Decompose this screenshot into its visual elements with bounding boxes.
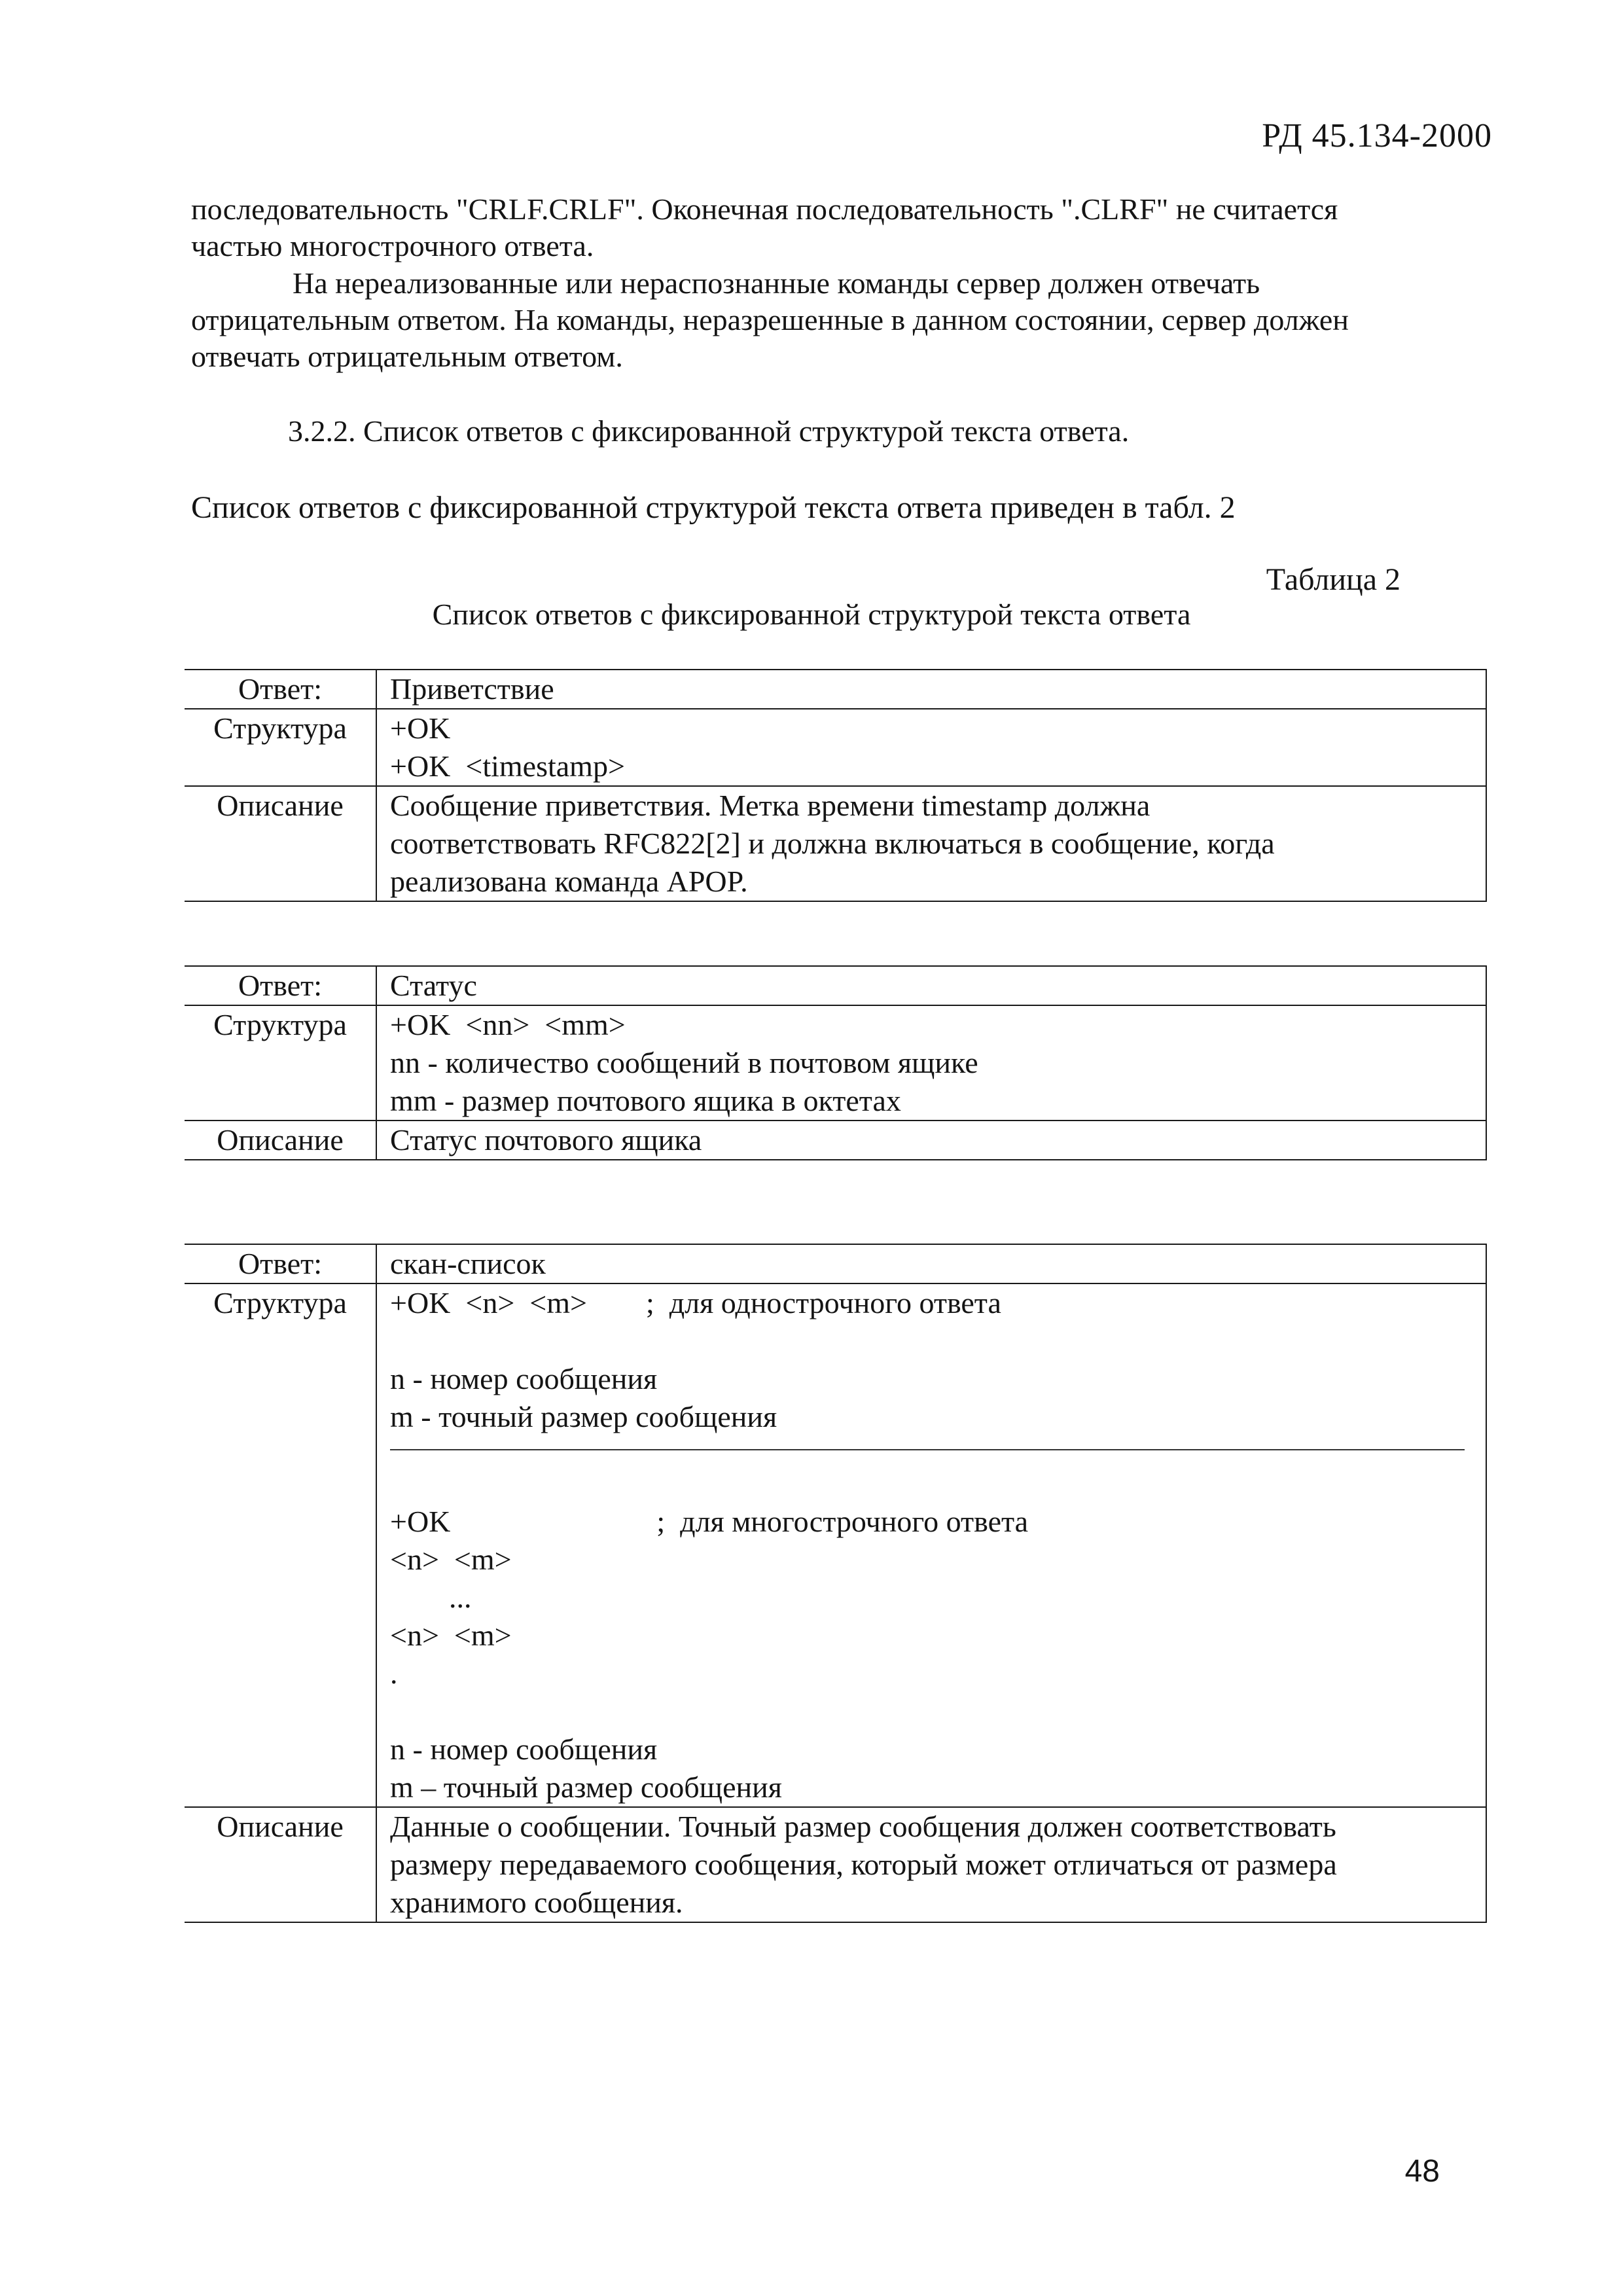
value-line: nn - количество сообщений в почтовом ящике (390, 1046, 978, 1079)
paragraph-line: отрицательным ответом. На команды, неразрешенные в данном состоянии, сервер должен (191, 303, 1349, 336)
row-label: Описание (185, 1807, 376, 1922)
value-line: Данные о сообщении. Точный размер сообщения должен соответствовать (390, 1810, 1336, 1843)
paragraph-line: отвечать отрицательным ответом. (191, 340, 623, 373)
value-line: реализована команда APOP. (390, 865, 748, 898)
value-line: соответствовать RFC822[2] и должна включаться в сообщение, когда (390, 827, 1275, 860)
row-label: Структура (185, 1283, 376, 1807)
value-line: n - номер сообщения (390, 1362, 658, 1395)
table-row (185, 1005, 1486, 1121)
table-label: Таблица 2 (1266, 562, 1400, 597)
row-label: Описание (185, 1121, 376, 1160)
row-label: Ответ: (185, 670, 376, 709)
comment-text: ; для однострочного ответа (645, 1286, 1001, 1319)
table-row (185, 1244, 1486, 1283)
row-value (376, 1005, 1486, 1121)
value-line: +OK <timestamp> (390, 749, 625, 783)
table-row (185, 670, 1486, 709)
response-table-greeting (185, 669, 1487, 902)
section-title: 3.2.2. Список ответов с фиксированной структурой текста ответа. (288, 414, 1130, 448)
row-value (376, 786, 1486, 901)
value-line: <n> <m> (390, 1619, 512, 1652)
value-line (390, 1503, 1478, 1541)
value-line: . (390, 1657, 398, 1690)
row-label: Структура (185, 1005, 376, 1121)
row-value: Статус (376, 966, 1486, 1005)
table-row (185, 1121, 1486, 1160)
table-row (185, 1807, 1486, 1922)
comment-text: ; для многострочного ответа (656, 1505, 1029, 1538)
paragraph-line: последовательность "CRLF.CRLF". Оконечная последовательность ".CLRF" не считается (191, 192, 1338, 226)
table-title: Список ответов с фиксированной структурой текста ответа (432, 598, 1191, 631)
spacer (390, 1465, 1478, 1503)
row-value (376, 1283, 1486, 1807)
table-row (185, 786, 1486, 901)
value-line: n - номер сообщения (390, 1732, 658, 1766)
table-row (185, 709, 1486, 786)
row-value: скан-список (376, 1244, 1486, 1283)
value-line: m - точный размер сообщения (390, 1400, 777, 1433)
value-line: размеру передаваемого сообщения, который может отличаться от размера (390, 1848, 1337, 1881)
paragraph-line: частью многострочного ответа. (191, 229, 594, 262)
command-text: +OK (390, 1505, 451, 1538)
row-value (376, 1807, 1486, 1922)
paragraph-1 (191, 191, 1487, 264)
row-value: Приветствие (376, 670, 1486, 709)
document-code: РД 45.134-2000 (1262, 117, 1492, 154)
row-label: Структура (185, 709, 376, 786)
response-table-scan-list (185, 1244, 1487, 1923)
command-text: +OK <n> <m> (390, 1286, 587, 1319)
value-line: m – точный размер сообщения (390, 1770, 782, 1804)
row-value: Статус почтового ящика (376, 1121, 1486, 1160)
value-line (390, 1284, 1478, 1322)
row-label: Описание (185, 786, 376, 901)
table-row (185, 966, 1486, 1005)
intro-text: Список ответов с фиксированной структурой текста ответа приведен в табл. 2 (191, 490, 1236, 525)
divider (390, 1449, 1465, 1450)
row-label: Ответ: (185, 1244, 376, 1283)
value-line: mm - размер почтового ящика в октетах (390, 1084, 901, 1117)
table-row (185, 1283, 1486, 1807)
value-line: хранимого сообщения. (390, 1886, 683, 1919)
page-number: 48 (1404, 2154, 1440, 2189)
paragraph-line: На нереализованные или нераспознанные команды сервер должен отвечать (293, 266, 1260, 300)
value-line: +OK <nn> <mm> (390, 1008, 626, 1041)
spacer (390, 1322, 1478, 1360)
value-line: +OK (390, 711, 451, 745)
value-line: Сообщение приветствия. Метка времени timestamp должна (390, 789, 1150, 822)
paragraph-2 (191, 265, 1487, 375)
value-line: <n> <m> (390, 1543, 512, 1576)
row-label: Ответ: (185, 966, 376, 1005)
row-value (376, 709, 1486, 786)
value-line: ... (449, 1581, 472, 1614)
response-table-status (185, 965, 1487, 1160)
spacer (390, 1693, 1478, 1731)
